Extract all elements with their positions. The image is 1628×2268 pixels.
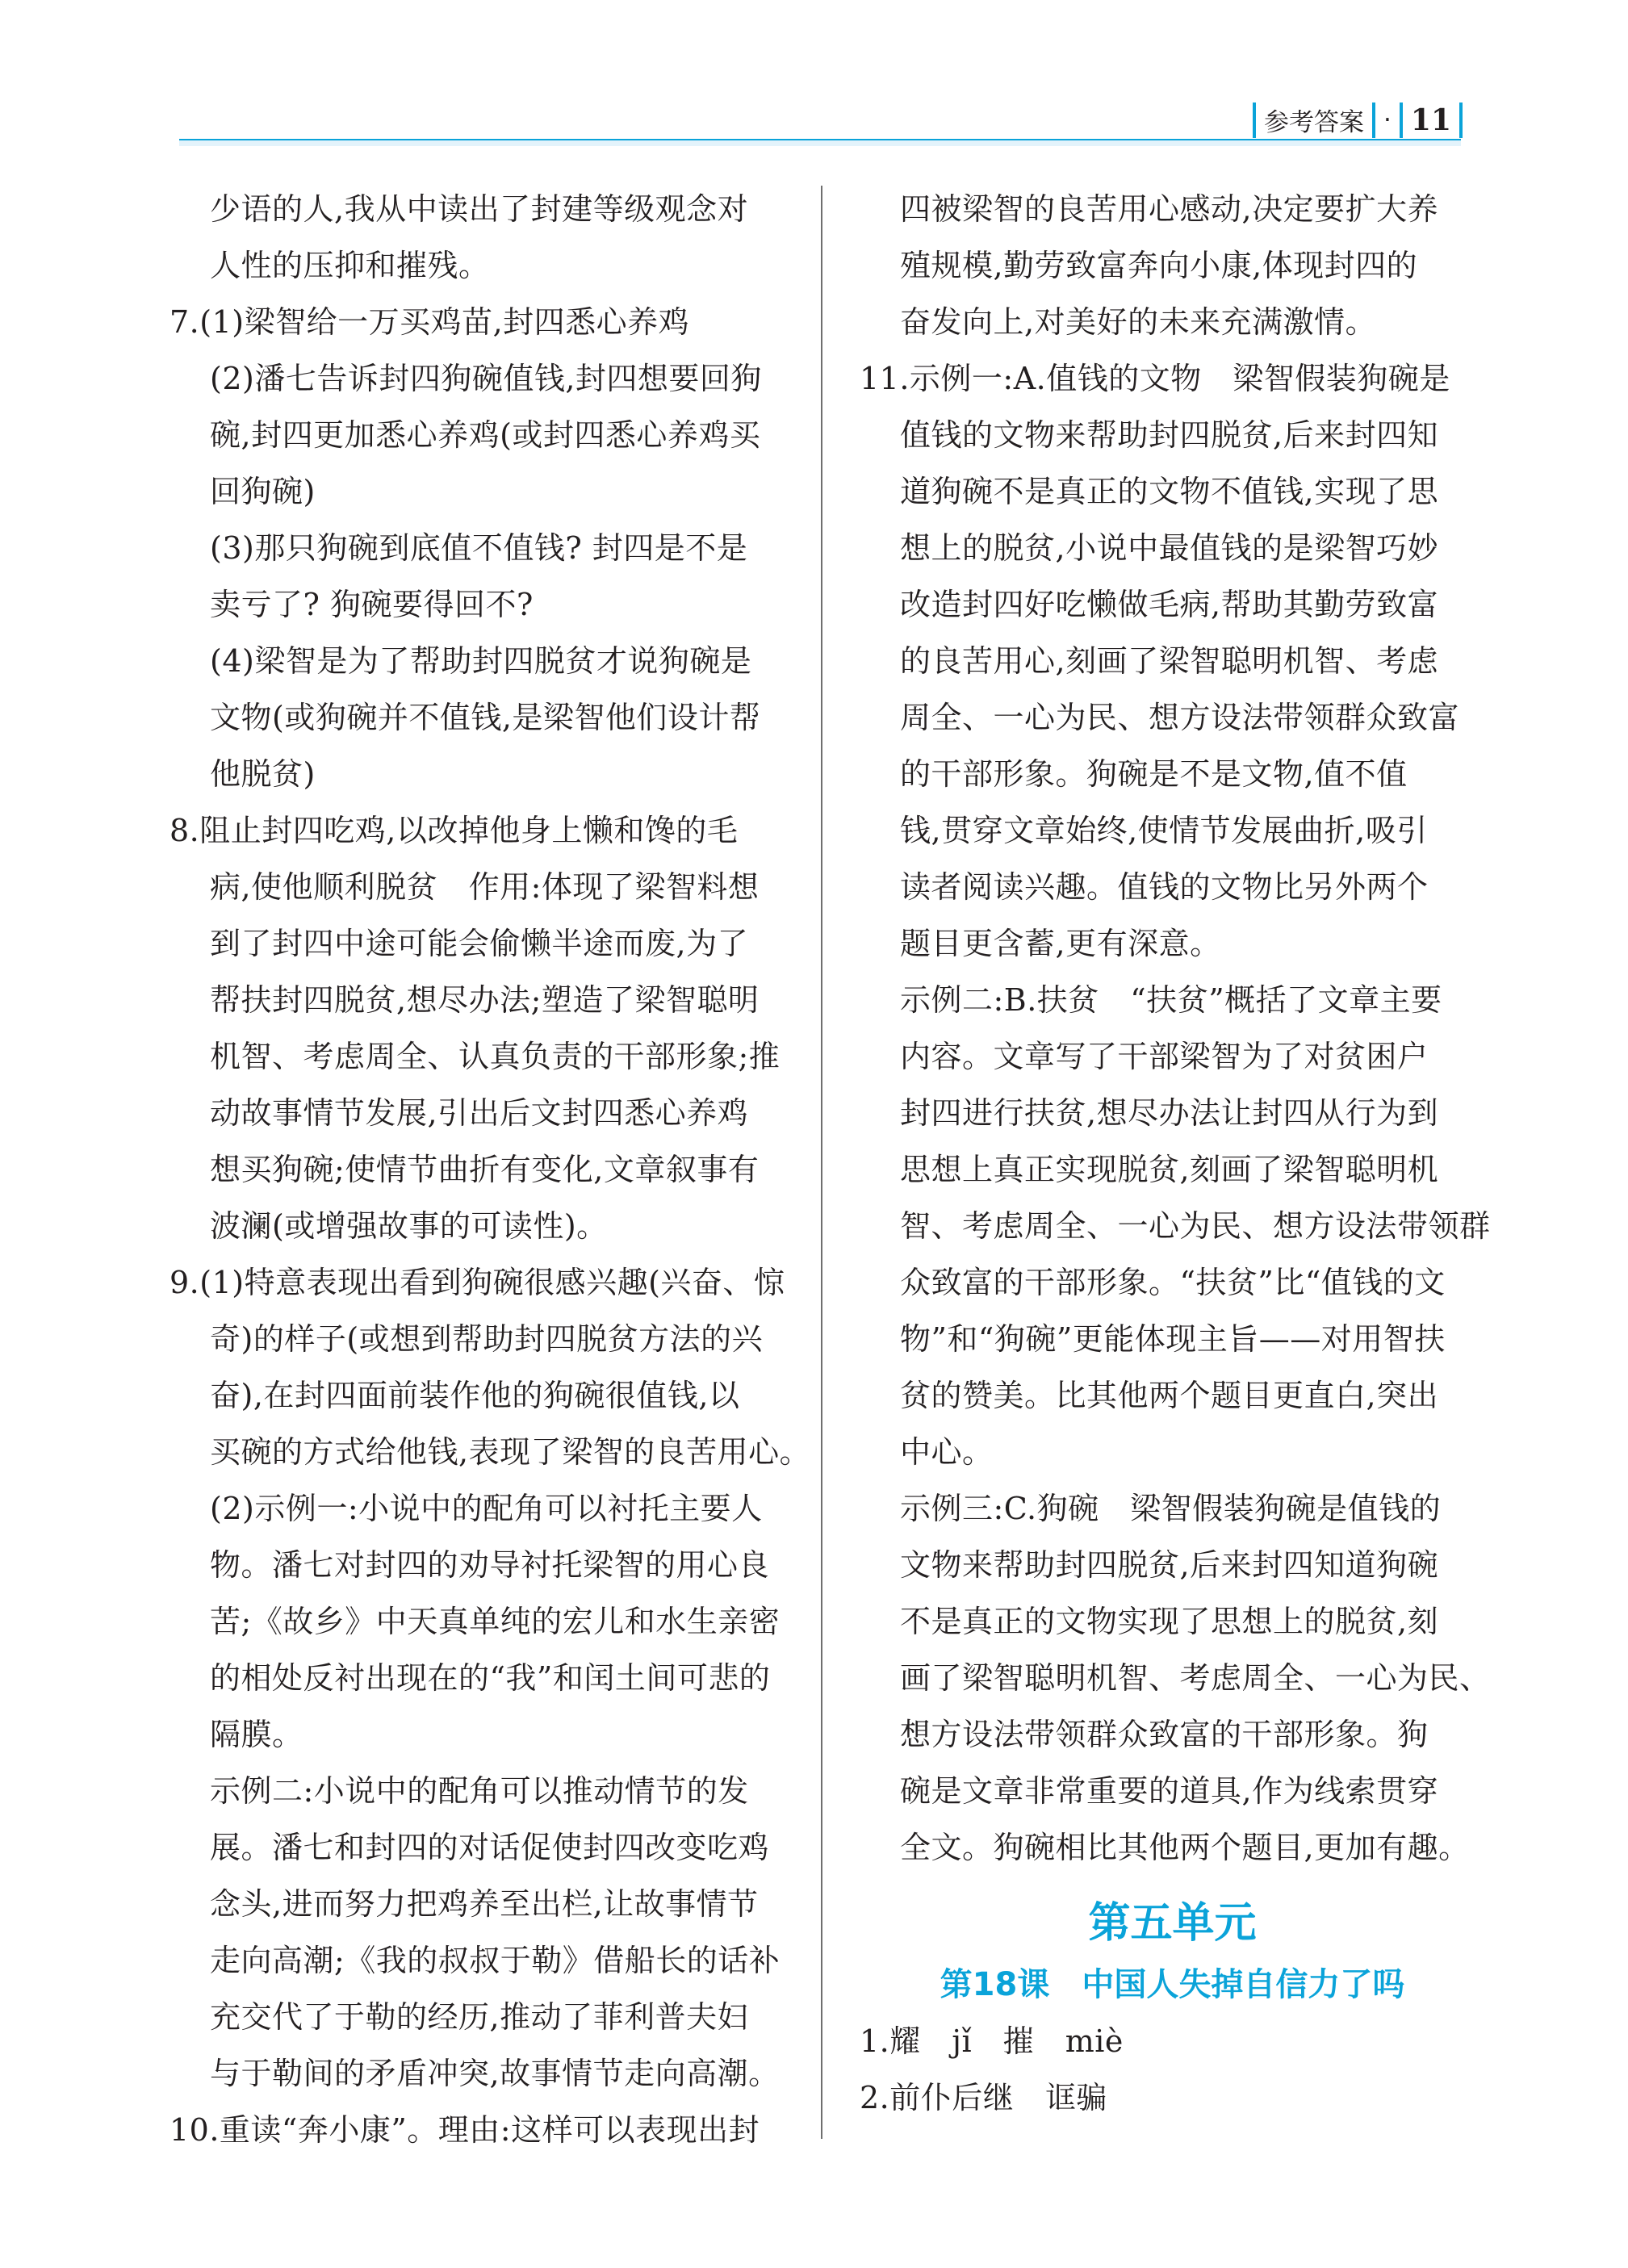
right-answers xyxy=(860,181,1491,1876)
text-line: 碗,封四更加悉心养鸡(或封四悉心养鸡买 xyxy=(210,417,761,453)
text-line: 全文。狗碗相比其他两个题目,更加有趣。 xyxy=(900,1830,1470,1865)
text-line: 钱,贯穿文章始终,使情节发展曲折,吸引 xyxy=(900,813,1428,848)
text-line: 的良苦用心,刻画了梁智聪明机智、考虑 xyxy=(900,643,1439,679)
text-line: 奋发向上,对美好的未来充满激情。 xyxy=(900,304,1377,340)
text-line: 7.(1)梁智给一万买鸡苗,封四悉心养鸡 xyxy=(169,304,690,340)
text-line: 8.阻止封四吃鸡,以改掉他身上懒和馋的毛 xyxy=(169,813,739,848)
text-line: 思想上真正实现脱贫,刻画了梁智聪明机 xyxy=(900,1152,1439,1187)
text-line: (4)梁智是为了帮助封四脱贫才说狗碗是 xyxy=(210,643,752,679)
text-line: 买碗的方式给他钱,表现了梁智的良苦用心。 xyxy=(210,1434,811,1470)
header-bar xyxy=(1400,103,1403,138)
text-line: 奇)的样子(或想到帮助封四脱贫方法的兴 xyxy=(210,1321,764,1357)
lesson-answers xyxy=(860,2013,1485,2126)
page-number: 11 xyxy=(1410,103,1451,137)
text-line: 奋),在封四面前装作他的狗碗很值钱,以 xyxy=(210,1378,740,1413)
page-header xyxy=(1253,102,1463,138)
text-line: 改造封四好吃懒做毛病,帮助其勤劳致富 xyxy=(900,587,1439,622)
text-line: 物”和“狗碗”更能体现主旨——对用智扶 xyxy=(900,1321,1446,1357)
text-line: 封四进行扶贫,想尽办法让封四从行为到 xyxy=(900,1095,1439,1131)
text-line: 卖亏了? 狗碗要得回不? xyxy=(210,587,534,622)
text-line: 充交代了于勒的经历,推动了菲利普夫妇 xyxy=(210,1999,749,2035)
text-line: 示例二:B.扶贫 “扶贫”概括了文章主要 xyxy=(900,982,1442,1018)
text-line: 碗是文章非常重要的道具,作为线索贯穿 xyxy=(900,1773,1439,1809)
text-line: 念头,进而努力把鸡养至出栏,让故事情节 xyxy=(210,1886,759,1922)
text-line: 文物(或狗碗并不值钱,是梁智他们设计帮 xyxy=(210,700,761,735)
text-line: (2)示例一:小说中的配角可以衬托主要人 xyxy=(210,1491,763,1526)
text-line: 隔膜。 xyxy=(210,1717,303,1752)
lesson-title: 第18课 中国人失掉自信力了吗 xyxy=(940,1966,1405,2003)
column-divider xyxy=(821,186,822,2139)
text-line: 9.(1)特意表现出看到狗碗很感兴趣(兴奋、惊 xyxy=(169,1265,785,1300)
section-label: 参考答案 xyxy=(1264,108,1365,137)
text-line: 走向高潮;《我的叔叔于勒》借船长的话补 xyxy=(210,1943,781,1978)
text-line: (3)那只狗碗到底值不值钱? 封四是不是 xyxy=(210,530,748,566)
text-line: 与于勒间的矛盾冲突,故事情节走向高潮。 xyxy=(210,2056,780,2091)
header-dot: · xyxy=(1383,105,1392,135)
text-line: 智、考虑周全、一心为民、想方设法带领群 xyxy=(900,1208,1491,1244)
text-line: 人性的压抑和摧残。 xyxy=(210,248,490,283)
text-line: 读者阅读兴趣。值钱的文物比另外两个 xyxy=(900,869,1429,905)
header-bar xyxy=(1372,103,1375,138)
text-line: 展。潘七和封四的对话促使封四改变吃鸡 xyxy=(210,1830,770,1865)
text-line: 少语的人,我从中读出了封建等级观念对 xyxy=(210,191,749,227)
text-line: 内容。文章写了干部梁智为了对贫困户 xyxy=(900,1039,1429,1074)
header-rule xyxy=(179,139,1461,146)
text-line: 2.前仆后继 诓骗 xyxy=(860,2080,1107,2115)
text-line: 题目更含蓄,更有深意。 xyxy=(900,926,1221,961)
text-line: 的干部形象。狗碗是不是文物,值不值 xyxy=(900,756,1408,792)
text-line: 值钱的文物来帮助封四脱贫,后来封四知 xyxy=(900,417,1439,453)
text-line: 示例二:小说中的配角可以推动情节的发 xyxy=(210,1773,749,1809)
text-line: 想方设法带领群众致富的干部形象。狗 xyxy=(900,1717,1429,1752)
text-line: 苦;《故乡》中天真单纯的宏儿和水生亲密 xyxy=(210,1604,781,1639)
text-line: (2)潘七告诉封四狗碗值钱,封四想要回狗 xyxy=(210,361,762,396)
text-line: 到了封四中途可能会偷懒半途而废,为了 xyxy=(210,926,749,961)
text-line: 殖规模,勤劳致富奔向小康,体现封四的 xyxy=(900,248,1418,283)
text-line: 周全、一心为民、想方设法带领群众致富 xyxy=(900,700,1460,735)
text-line: 想买狗碗;使情节曲折有变化,文章叙事有 xyxy=(210,1152,760,1187)
text-line: 众致富的干部形象。“扶贫”比“值钱的文 xyxy=(900,1265,1446,1300)
text-line: 想上的脱贫,小说中最值钱的是梁智巧妙 xyxy=(900,530,1439,566)
text-line: 11.示例一:A.值钱的文物 梁智假装狗碗是 xyxy=(860,361,1450,396)
text-line: 他脱贫) xyxy=(210,756,316,792)
text-line: 机智、考虑周全、认真负责的干部形象;推 xyxy=(210,1039,781,1074)
right-column xyxy=(860,181,1491,2126)
header-bar xyxy=(1459,103,1463,138)
text-line: 动故事情节发展,引出后文封四悉心养鸡 xyxy=(210,1095,749,1131)
unit-title: 第五单元 xyxy=(1088,1899,1257,1948)
text-line: 文物来帮助封四脱贫,后来封四知道狗碗 xyxy=(900,1547,1439,1583)
text-line: 示例三:C.狗碗 梁智假装狗碗是值钱的 xyxy=(900,1491,1442,1526)
text-line: 10.重读“奔小康”。理由:这样可以表现出封 xyxy=(169,2112,760,2148)
text-line: 画了梁智聪明机智、考虑周全、一心为民、 xyxy=(900,1660,1491,1696)
text-line: 四被梁智的良苦用心感动,决定要扩大养 xyxy=(900,191,1439,227)
text-line: 的相处反衬出现在的“我”和闰土间可悲的 xyxy=(210,1660,771,1696)
text-line: 物。潘七对封四的劝导衬托梁智的用心良 xyxy=(210,1547,770,1583)
left-column xyxy=(169,181,811,2158)
text-line: 病,使他顺利脱贫 作用:体现了梁智料想 xyxy=(210,869,760,905)
text-line: 帮扶封四脱贫,想尽办法;塑造了梁智聪明 xyxy=(210,982,760,1018)
text-line: 中心。 xyxy=(900,1434,994,1470)
text-line: 贫的赞美。比其他两个题目更直白,突出 xyxy=(900,1378,1439,1413)
text-line: 不是真正的文物实现了思想上的脱贫,刻 xyxy=(900,1604,1439,1639)
text-line: 波澜(或增强故事的可读性)。 xyxy=(210,1208,608,1244)
header-bar xyxy=(1253,103,1256,138)
text-line: 1.耀 jǐ 摧 miè xyxy=(860,2023,1124,2059)
text-line: 回狗碗) xyxy=(210,474,316,509)
text-line: 道狗碗不是真正的文物不值钱,实现了思 xyxy=(900,474,1439,509)
